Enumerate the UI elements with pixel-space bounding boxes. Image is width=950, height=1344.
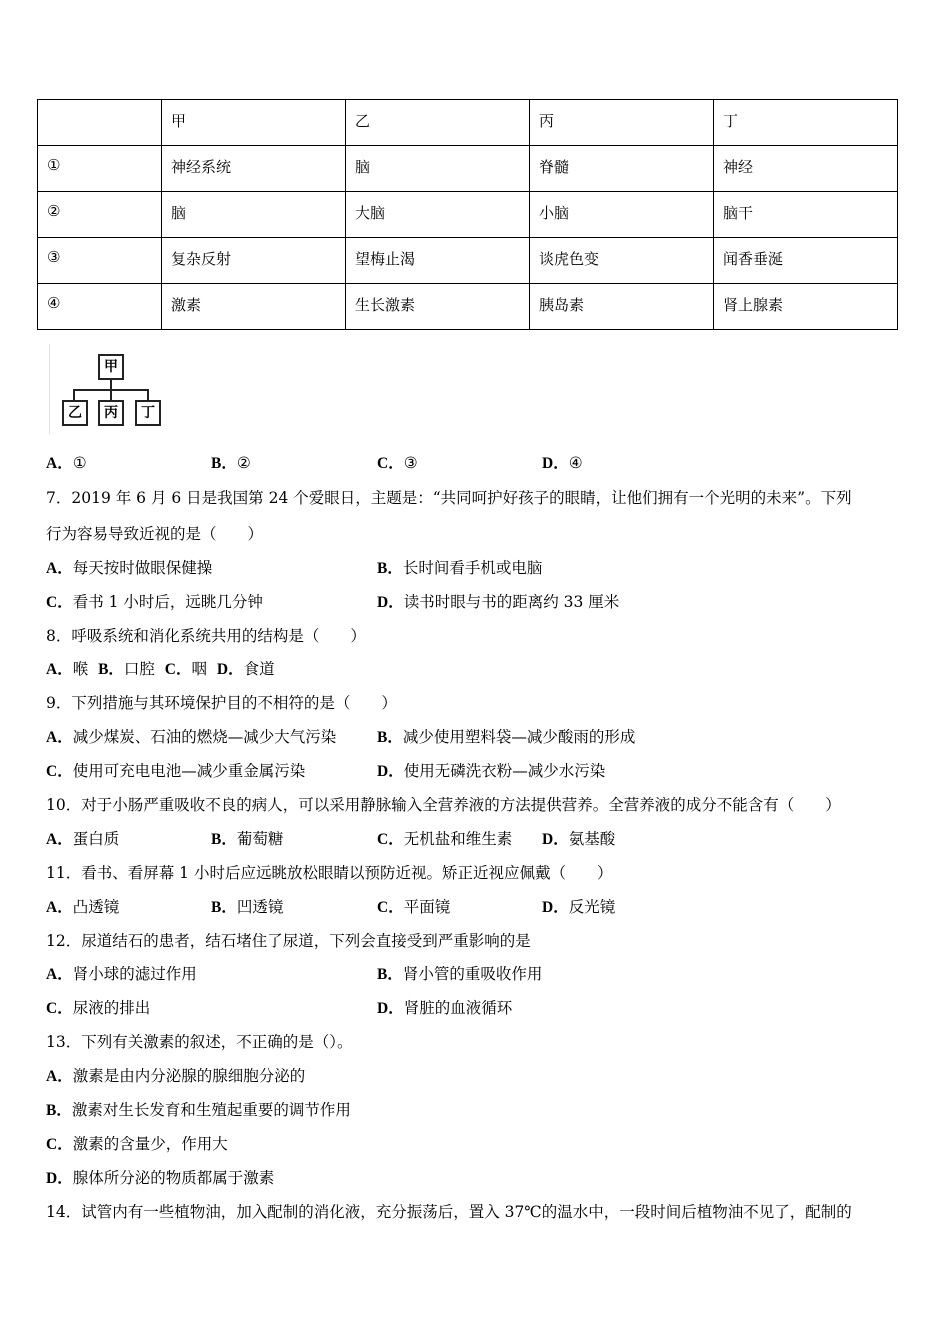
option-text: 使用无磷洗衣粉—减少水污染 [403, 762, 606, 780]
option-text: 使用可充电电池—减少重金属污染 [72, 762, 306, 780]
option-label: A． [46, 729, 73, 746]
option-text: 口腔 [123, 660, 155, 678]
option-label: A． [46, 1068, 73, 1085]
q10-option-a [46, 827, 119, 849]
table-cell: 丙 [530, 100, 714, 146]
option-text: 读书时眼与书的距离约 33 厘米 [403, 593, 620, 611]
option-label: B． [377, 729, 403, 746]
q13-option-b [46, 1098, 351, 1120]
option-text: 无机盐和维生素 [403, 830, 513, 848]
q9-option-c [46, 759, 305, 781]
q12-stem: 12．尿道结石的患者，结石堵住了尿道，下列会直接受到严重影响的是 [46, 932, 531, 950]
table-cell: 神经系统 [162, 146, 346, 192]
q12-option-a [46, 962, 197, 984]
table-cell: 激素 [162, 284, 346, 330]
option-label: D． [377, 763, 404, 780]
option-label: C． [46, 1136, 73, 1153]
option-label: B． [46, 1102, 72, 1119]
option-label: A． [46, 966, 73, 983]
table-cell: ③ [38, 238, 162, 284]
table-cell: 肾上腺素 [714, 284, 898, 330]
table-cell [38, 100, 162, 146]
option-text: ① [72, 454, 87, 472]
option-text: ④ [568, 454, 583, 472]
option-label: B． [211, 899, 237, 916]
table-cell: 望梅止渴 [346, 238, 530, 284]
q6-option-b [211, 451, 251, 473]
option-label: A． [46, 831, 73, 848]
option-text: 尿液的排出 [72, 999, 151, 1017]
option-label: C． [164, 661, 192, 678]
q7-stem-line2: 行为容易导致近视的是（ ） [46, 525, 264, 543]
q13-stem: 13．下列有关激素的叙述，不正确的是（）。 [46, 1033, 353, 1051]
q9-stem: 9．下列措施与其环境保护目的不相符的是（ ） [46, 694, 397, 712]
table-cell: 胰岛素 [530, 284, 714, 330]
table-cell: 小脑 [530, 192, 714, 238]
q7-option-c [46, 590, 263, 612]
q13-option-a [46, 1064, 305, 1086]
option-text: 食道 [243, 660, 275, 678]
q9-option-d [377, 759, 605, 781]
diagram-node-top: 甲 [98, 354, 124, 380]
table-cell: ④ [38, 284, 162, 330]
table-cell: 脊髓 [530, 146, 714, 192]
q14-stem: 14．试管内有一些植物油，加入配制的消化液，充分振荡后，置入 37℃的温水中，一段时间后植物油不见了，配制的 [46, 1203, 852, 1221]
q6-option-c [377, 451, 418, 473]
option-label: D． [542, 899, 569, 916]
option-text: 肾小管的重吸收作用 [402, 965, 543, 983]
q11-option-d [542, 895, 615, 917]
q11-stem: 11．看书、看屏幕 1 小时后应远眺放松眼睛以预防近视。矫正近视应佩戴（ ） [46, 864, 613, 882]
q9-option-b [377, 725, 635, 747]
table-cell: 闻香垂涎 [714, 238, 898, 284]
scan-artifact [49, 344, 50, 434]
q10-stem: 10．对于小肠严重吸收不良的病人，可以采用静脉输入全营养液的方法提供营养。全营养液的成分不能含有（ ） [46, 796, 841, 814]
table-cell: 乙 [346, 100, 530, 146]
q7-option-a [46, 556, 212, 578]
option-label: C． [377, 831, 404, 848]
option-text: 平面镜 [403, 898, 451, 916]
q6-option-a [46, 451, 87, 473]
option-label: C． [377, 899, 404, 916]
option-text: 激素对生长发育和生殖起重要的调节作用 [71, 1101, 351, 1119]
option-label: A． [46, 899, 73, 916]
option-label: A． [46, 560, 73, 577]
option-text: 肾小球的滤过作用 [72, 965, 197, 983]
table-cell: ② [38, 192, 162, 238]
table-row [38, 192, 898, 238]
option-text: 咽 [191, 660, 208, 678]
q9-option-a [46, 725, 336, 747]
option-text: 激素是由内分泌腺的腺细胞分泌的 [72, 1067, 306, 1085]
option-label: A． [46, 455, 73, 472]
option-label: C． [377, 455, 404, 472]
table-row [38, 146, 898, 192]
table-cell: ① [38, 146, 162, 192]
diagram-node-child: 丁 [135, 400, 161, 426]
option-label: D． [542, 831, 569, 848]
option-text: 长时间看手机或电脑 [402, 559, 543, 577]
option-label: C． [46, 763, 73, 780]
option-text: 腺体所分泌的物质都属于激素 [72, 1169, 275, 1187]
option-text: 减少煤炭、石油的燃烧—减少大气污染 [72, 728, 337, 746]
option-text: 蛋白质 [72, 830, 120, 848]
table-cell: 脑 [346, 146, 530, 192]
hierarchy-diagram [44, 340, 164, 440]
option-label: B． [211, 831, 237, 848]
q10-option-b [211, 827, 283, 849]
table-cell: 大脑 [346, 192, 530, 238]
diagram-node-child: 丙 [98, 400, 124, 426]
table-cell: 甲 [162, 100, 346, 146]
option-text: 每天按时做眼保健操 [72, 559, 213, 577]
option-text: 反光镜 [568, 898, 616, 916]
option-text: 肾脏的血液循环 [403, 999, 513, 1017]
option-label: B． [377, 560, 403, 577]
option-label: B． [211, 455, 237, 472]
option-text: 看书 1 小时后，远眺几分钟 [72, 593, 263, 611]
option-text: ③ [403, 454, 418, 472]
table-cell: 脑干 [714, 192, 898, 238]
option-label: D． [542, 455, 569, 472]
option-label: C． [46, 594, 73, 611]
option-text: 激素的含量少，作用大 [72, 1135, 228, 1153]
table-cell: 复杂反射 [162, 238, 346, 284]
q11-option-a [46, 895, 119, 917]
option-text: 葡萄糖 [236, 830, 284, 848]
table-row [38, 284, 898, 330]
q7-option-b [377, 556, 542, 578]
diagram-node-child: 乙 [62, 400, 88, 426]
option-label: D． [377, 594, 404, 611]
option-text: 喉 [72, 660, 89, 678]
q7-option-d [377, 590, 619, 612]
option-label: B． [377, 966, 403, 983]
q10-option-c [377, 827, 512, 849]
q8-stem: 8．呼吸系统和消化系统共用的结构是（ ） [46, 627, 366, 645]
option-text: 氨基酸 [568, 830, 616, 848]
q11-option-b [211, 895, 283, 917]
option-text: ② [236, 454, 251, 472]
option-text: 凹透镜 [236, 898, 284, 916]
q7-stem-line1: 7．2019 年 6 月 6 日是我国第 24 个爱眼日，主题是：“共同呵护好孩子的眼睛，让他们拥有一个光明的未来”。下列 [46, 489, 852, 507]
table-cell: 谈虎色变 [530, 238, 714, 284]
table-cell: 脑 [162, 192, 346, 238]
q8-options [46, 657, 275, 679]
table-cell: 生长激素 [346, 284, 530, 330]
option-label: D． [377, 1000, 404, 1017]
option-label: A． [46, 661, 73, 678]
option-text: 凸透镜 [72, 898, 120, 916]
option-text: 减少使用塑料袋—减少酸雨的形成 [402, 728, 636, 746]
q13-option-d [46, 1166, 274, 1188]
table-cell: 神经 [714, 146, 898, 192]
table-row [38, 238, 898, 284]
q12-option-b [377, 962, 542, 984]
option-label: B． [98, 661, 124, 678]
q13-option-c [46, 1132, 228, 1154]
comparison-table [37, 99, 898, 330]
q12-option-c [46, 996, 150, 1018]
q6-option-d [542, 451, 583, 473]
table-cell: 丁 [714, 100, 898, 146]
q11-option-c [377, 895, 450, 917]
option-label: C． [46, 1000, 73, 1017]
option-label: D． [216, 661, 244, 678]
q12-option-d [377, 996, 512, 1018]
q10-option-d [542, 827, 615, 849]
table-header-row [38, 100, 898, 146]
option-label: D． [46, 1170, 73, 1187]
